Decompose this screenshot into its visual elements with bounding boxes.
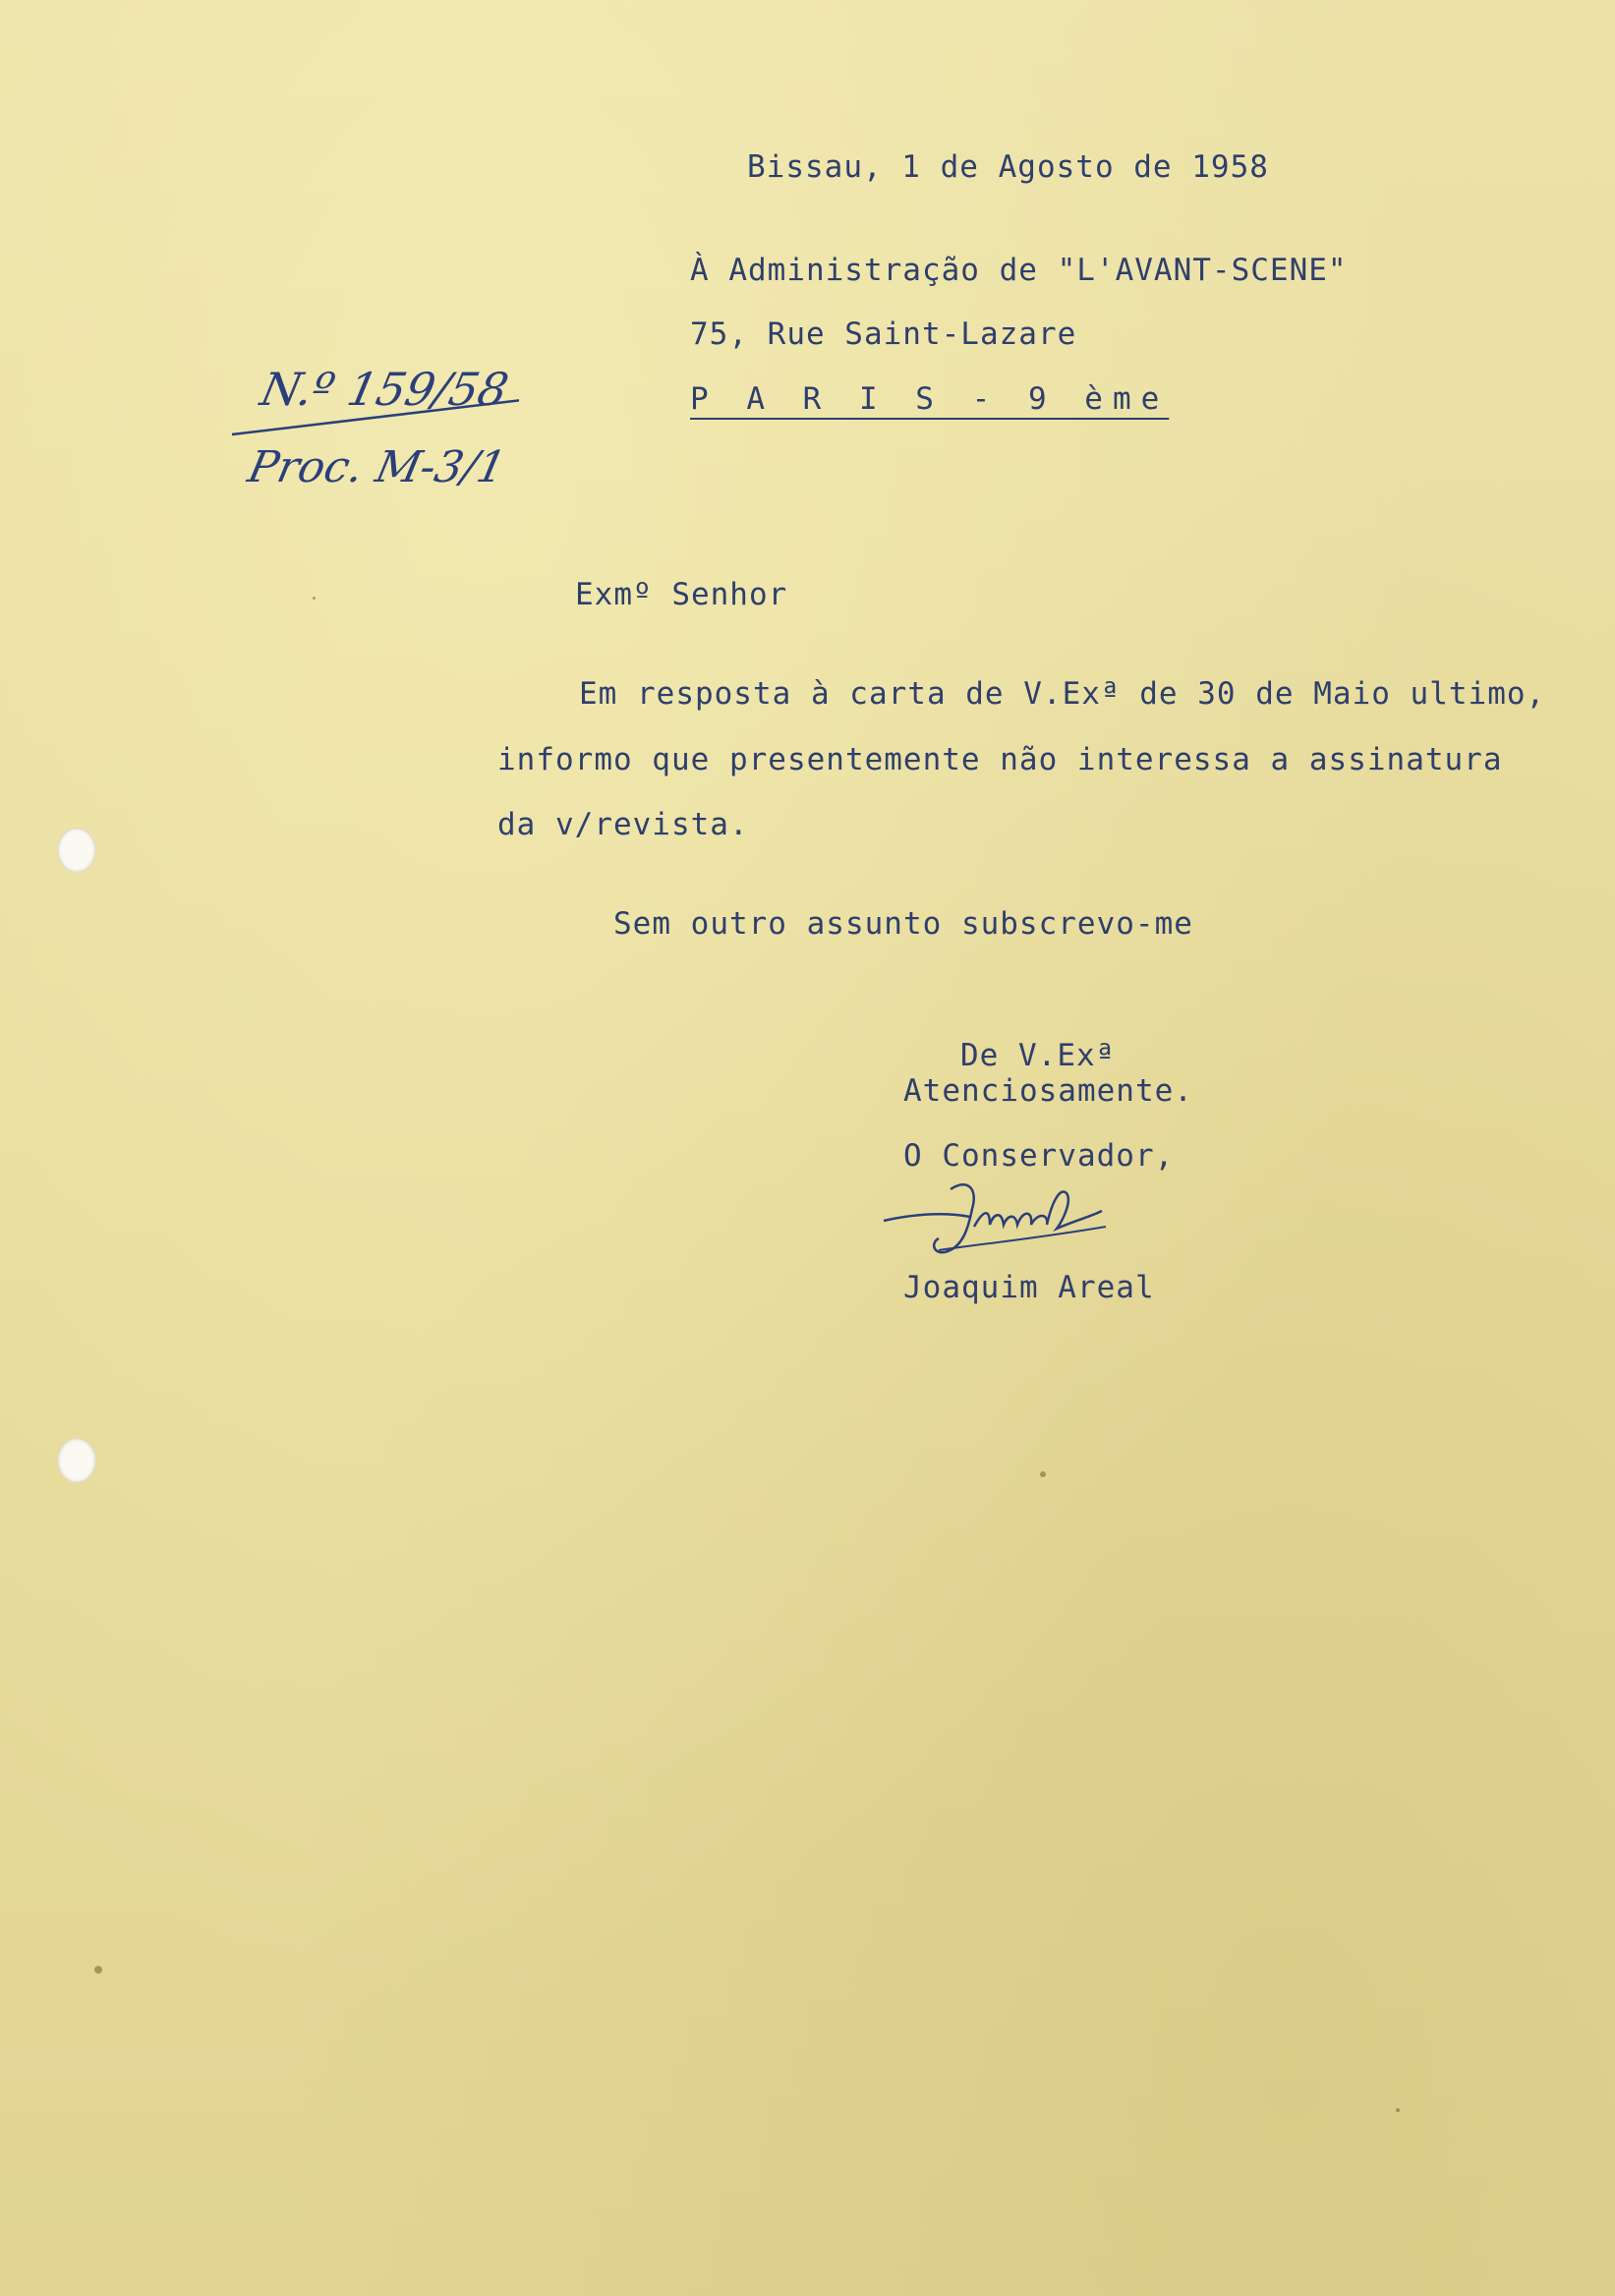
closing-line: Sem outro assunto subscrevo-me xyxy=(613,906,1193,942)
paper-speck xyxy=(94,1966,102,1974)
registry-number: N.º 159/58 xyxy=(256,363,513,416)
signoff-line-2: Atenciosamente. xyxy=(903,1073,1193,1109)
process-reference: Proc. M-3/1 xyxy=(243,442,511,492)
recipient-line-1: À Administração de "L'AVANT-SCENE" xyxy=(690,253,1348,288)
body-line-1: Em resposta à carta de V.Exª de 30 de Maio ultimo, xyxy=(579,676,1546,712)
punch-hole-lower xyxy=(57,1438,96,1483)
recipient-line-2: 75, Rue Saint-Lazare xyxy=(690,316,1077,352)
recipient-city: P A R I S - 9 ème xyxy=(690,381,1170,417)
signoff-role: O Conservador, xyxy=(903,1138,1175,1174)
letter-date: Bissau, 1 de Agosto de 1958 xyxy=(747,149,1269,185)
paper-speck xyxy=(1396,2108,1400,2112)
body-line-2: informo que presentemente não interessa a assinatura xyxy=(497,742,1503,777)
signoff-line-1: De V.Exª xyxy=(960,1038,1116,1073)
salutation: Exmº Senhor xyxy=(575,577,788,612)
signature xyxy=(880,1170,1175,1278)
body-line-3: da v/revista. xyxy=(497,807,749,842)
signatory-name: Joaquim Areal xyxy=(903,1270,1155,1305)
paper-speck xyxy=(313,597,316,600)
registry-note xyxy=(224,344,519,501)
paper-speck xyxy=(1040,1471,1046,1477)
punch-hole-upper xyxy=(57,828,96,873)
